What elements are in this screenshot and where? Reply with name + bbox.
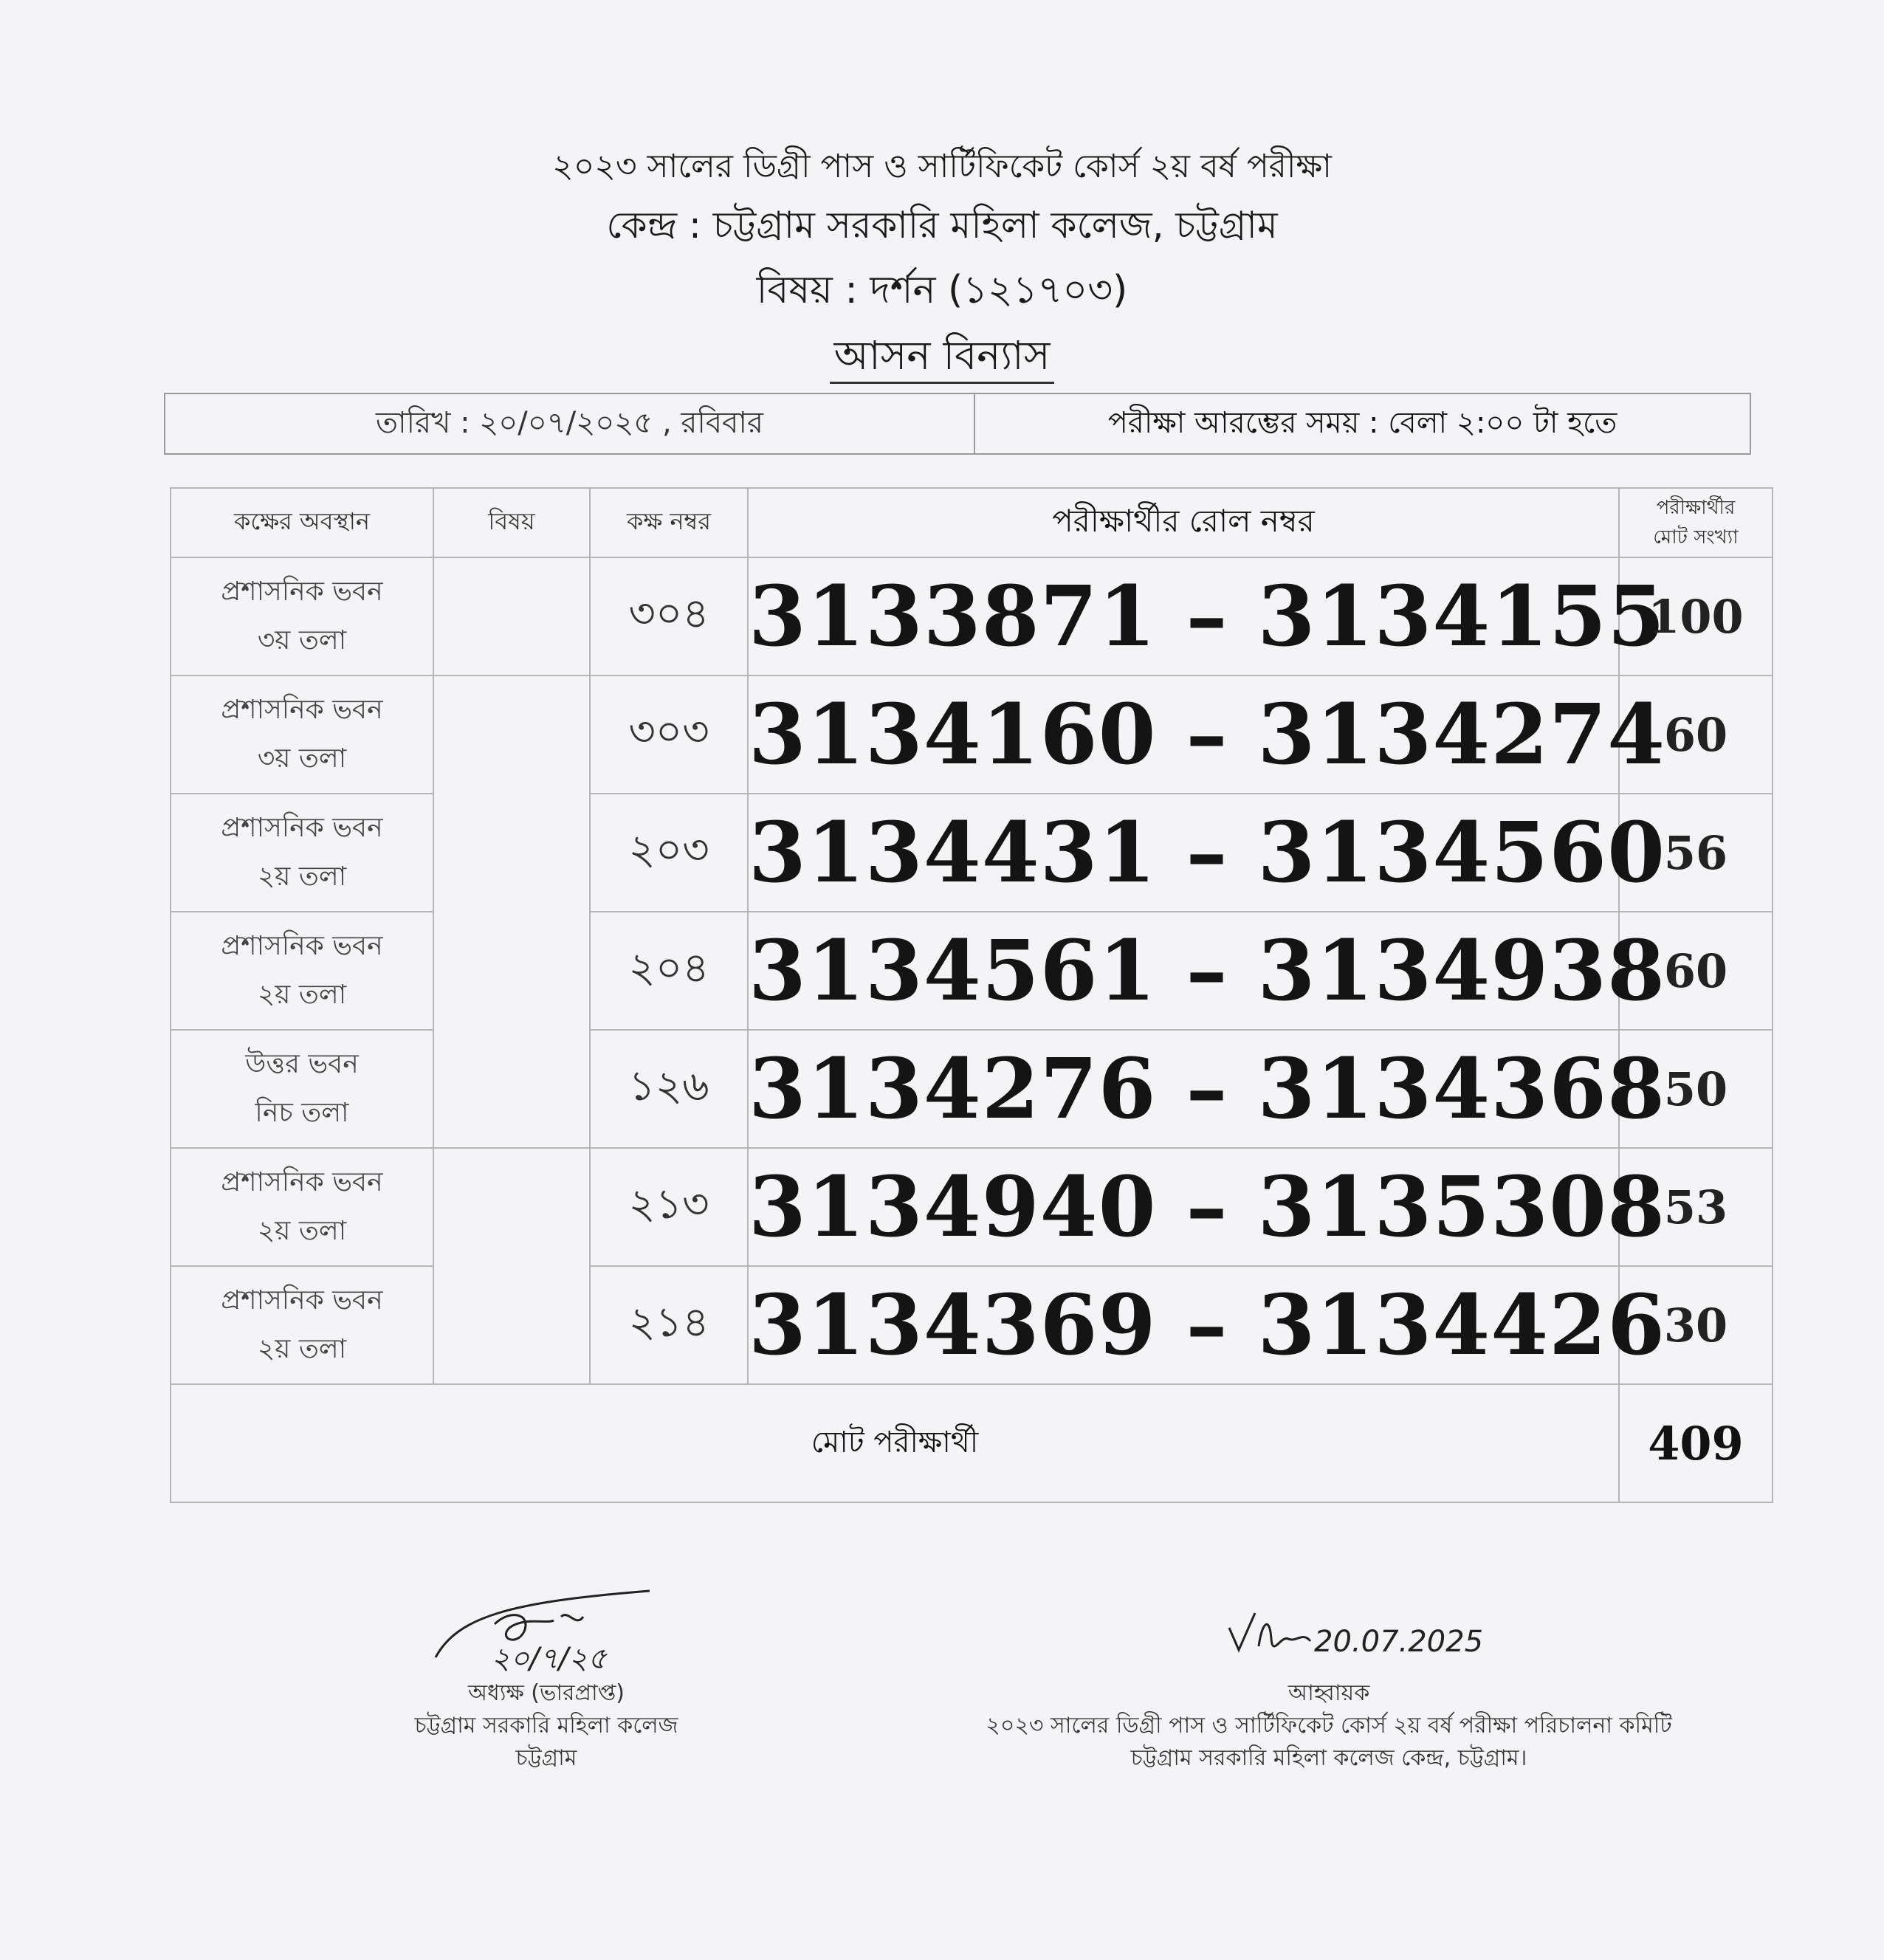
room-number: ২০৪: [590, 912, 748, 1030]
header-location: কক্ষের অবস্থান: [171, 488, 433, 557]
exam-title: ২০২৩ সালের ডিগ্রী পাস ও সার্টিফিকেট কোর্স ২য় বর্ষ পরীক্ষা: [552, 148, 1332, 185]
roll-range: 3134276 – 3134368: [748, 1030, 1619, 1148]
table-row: [171, 794, 1773, 912]
candidate-count: 53: [1619, 1148, 1773, 1266]
principal-title: অধ্যক্ষ (ভারপ্রাপ্ত): [467, 1680, 625, 1706]
principal-signature: [428, 1587, 694, 1683]
header-room: কক্ষ নম্বর: [590, 488, 748, 557]
floor: ২য় তলা: [257, 862, 347, 892]
table-row: [171, 1030, 1773, 1148]
roll-range: 3134940 – 3135308: [748, 1148, 1619, 1266]
seat-plan-heading: [0, 325, 1884, 391]
table-row: [171, 675, 1773, 794]
floor: ৩য় তলা: [257, 625, 347, 656]
floor: ৩য় তলা: [257, 743, 347, 774]
convener-signature-date: 20.07.2025: [1314, 1625, 1484, 1659]
location-cell: [171, 1266, 433, 1384]
roll-range: 3134369 – 3134426: [748, 1266, 1619, 1384]
exam-date: তারিখ : ২০/০৭/২০২৫ , রবিবার: [165, 394, 975, 453]
building: উত্তর ভবন: [245, 1049, 359, 1079]
room-number: ২১৩: [590, 1148, 748, 1266]
candidate-count: 56: [1619, 794, 1773, 912]
location-cell: [171, 557, 433, 675]
roll-range: 3134431 – 3134560: [748, 794, 1619, 912]
candidate-count: 100: [1619, 557, 1773, 675]
room-number: ৩০৪: [590, 557, 748, 675]
floor: নিচ তলা: [255, 1098, 349, 1128]
room-number: ১২৬: [590, 1030, 748, 1148]
center-name: কেন্দ্র : চট্টগ্রাম সরকারি মহিলা কলেজ, চট্টগ্রাম: [606, 204, 1278, 247]
location-cell: [171, 912, 433, 1030]
candidate-count: 60: [1619, 912, 1773, 1030]
roll-range: 3134160 – 3134274: [748, 675, 1619, 794]
table-row: [171, 557, 1773, 675]
building: প্রশাসনিক ভবন: [221, 695, 383, 725]
subject-cell: [433, 557, 590, 675]
building: প্রশাসনিক ভবন: [221, 577, 383, 607]
candidate-count: 50: [1619, 1030, 1773, 1148]
location-cell: [171, 1030, 433, 1148]
convener-committee: ২০২৩ সালের ডিগ্রী পাস ও সার্টিফিকেট কোর্স ২য় বর্ষ পরীক্ষা পরিচালনা কমিটি: [986, 1713, 1672, 1739]
subject-line: বিষয় : দর্শন (১২১৭০৩): [756, 268, 1128, 312]
principal-sign-block: [354, 1677, 738, 1775]
subject-cell: [433, 675, 590, 1148]
building: প্রশাসনিক ভবন: [221, 1285, 383, 1316]
total-row: [171, 1384, 1773, 1502]
room-number: ২০৩: [590, 794, 748, 912]
location-cell: [171, 1148, 433, 1266]
floor: ২য় তলা: [257, 980, 347, 1010]
building: প্রশাসনিক ভবন: [221, 813, 383, 843]
header-count: [1619, 488, 1773, 557]
principal-signature-date: ২০/৭/২৫: [491, 1642, 607, 1676]
room-number: ৩০৩: [590, 675, 748, 794]
building: প্রশাসনিক ভবন: [221, 1167, 383, 1197]
convener-sign-block: [849, 1677, 1809, 1775]
seat-plan-table: [170, 487, 1773, 1503]
floor: ২য় তলা: [257, 1216, 347, 1246]
date-time-box: [164, 393, 1751, 455]
candidate-count: 60: [1619, 675, 1773, 794]
convener-title: আহ্বায়ক: [1287, 1680, 1370, 1706]
floor: ২য় তলা: [257, 1334, 347, 1364]
room-number: ২১৪: [590, 1266, 748, 1384]
convener-center: চট্টগ্রাম সরকারি মহিলা কলেজ কেন্দ্র, চট্টগ্রাম।: [1130, 1745, 1527, 1771]
candidate-count: 30: [1619, 1266, 1773, 1384]
exam-start-time: পরীক্ষা আরম্ভের সময় : বেলা ২:০০ টা হতে: [1107, 405, 1617, 440]
convener-signature: [1225, 1606, 1550, 1672]
table-row: [171, 1148, 1773, 1266]
principal-city: চট্টগ্রাম: [515, 1745, 577, 1771]
location-cell: [171, 675, 433, 794]
roll-range: 3134561 – 3134938: [748, 912, 1619, 1030]
table-header-row: [171, 488, 1773, 557]
roll-range: 3133871 – 3134155: [748, 557, 1619, 675]
seat-plan-heading-text: আসন বিন্যাস: [830, 332, 1055, 384]
table-row: [171, 1266, 1773, 1384]
total-label: মোট পরীক্ষার্থী: [171, 1384, 1619, 1502]
subject-cell: [433, 1148, 590, 1384]
header-count-line2: মোট সংখ্যা: [1653, 526, 1739, 549]
building: প্রশাসনিক ভবন: [221, 931, 383, 961]
location-cell: [171, 794, 433, 912]
header-count-line1: পরীক্ষার্থীর: [1656, 497, 1736, 519]
table-row: [171, 912, 1773, 1030]
header-roll: পরীক্ষার্থীর রোল নম্বর: [748, 488, 1619, 557]
header-subject: বিষয়: [433, 488, 590, 557]
principal-college: চট্টগ্রাম সরকারি মহিলা কলেজ: [414, 1713, 678, 1739]
total-value: 409: [1619, 1384, 1773, 1502]
